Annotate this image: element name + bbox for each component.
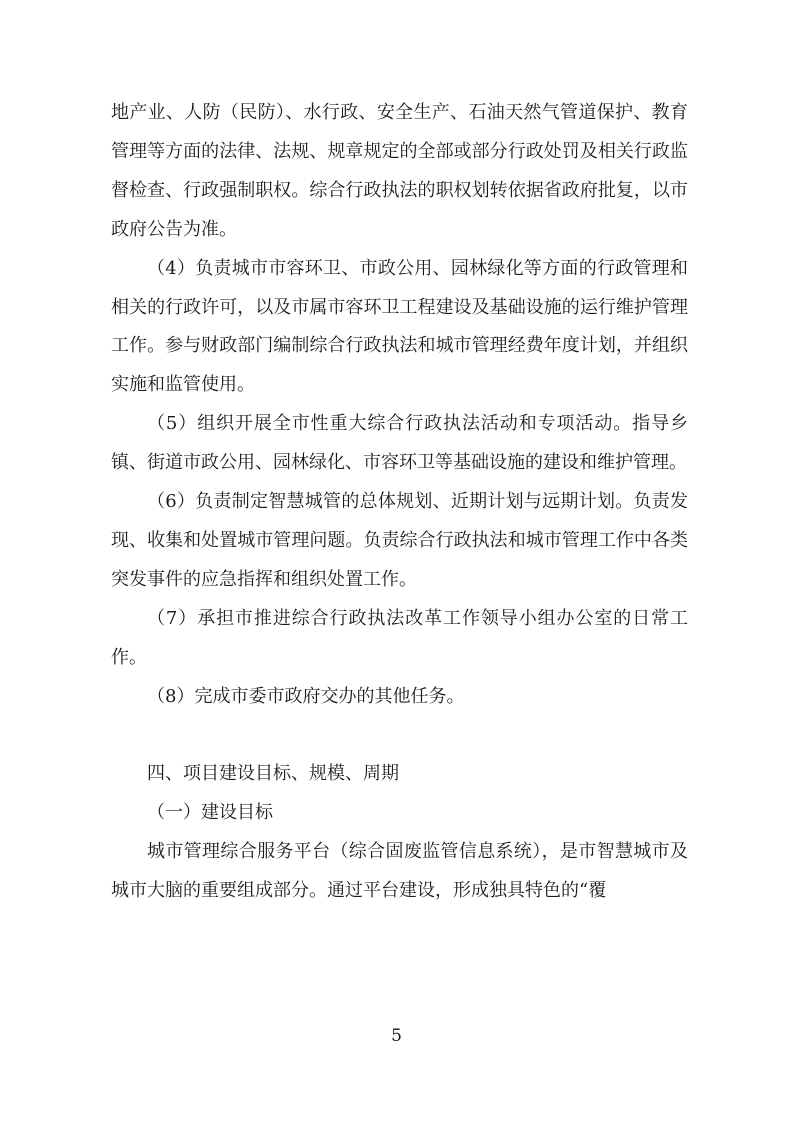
paragraph-item-6: （6）负责制定智慧城管的总体规划、近期计划与远期计划。负责发现、收集和处置城市管理问题。负责综合行政执法和城市管理工作中各类突发事件的应急指挥和组织处置工作。 [111, 491, 688, 590]
paragraph-continued: 地产业、人防（民防）、水行政、安全生产、石油天然气管道保护、教育管理等方面的法律、法规、规章规定的全部或部分行政处罚及相关行政监督检查、行政强制职权。综合行政执法的职权划转依据省政府批复，以市政府公告为准。 [111, 102, 688, 240]
paragraph-goal: 城市管理综合服务平台（综合固废监管信息系统），是市智慧城市及城市大脑的重要组成部分。通过平台建设，形成独具特色的“覆 [111, 841, 688, 902]
section-heading: 四、项目建设目标、规模、周期 [147, 763, 399, 785]
section-spacer [111, 717, 688, 756]
paragraph-item-4: （4）负责城市市容环卫、市政公用、园林绿化等方面的行政管理和相关的行政许可，以及市属市容环卫工程建设及基础设施的运行维护管理工作。参与财政部门编制综合行政执法和城市管理经费年度计划，并组织实施和监管使用。 [111, 257, 688, 396]
page-number: 5 [391, 1026, 402, 1046]
paragraph-item-8: （8）完成市委市政府交办的其他任务。 [147, 685, 465, 707]
body-text [111, 94, 688, 911]
paragraph-item-5: （5）组织开展全市性重大综合行政执法活动和专项活动。指导乡镇、街道市政公用、园林绿化、市容环卫等基础设施的建设和维护管理。 [111, 413, 688, 474]
subsection-heading: （一）建设目标 [147, 802, 273, 824]
paragraph-item-7: （7）承担市推进综合行政执法改革工作领导小组办公室的日常工作。 [111, 607, 688, 668]
